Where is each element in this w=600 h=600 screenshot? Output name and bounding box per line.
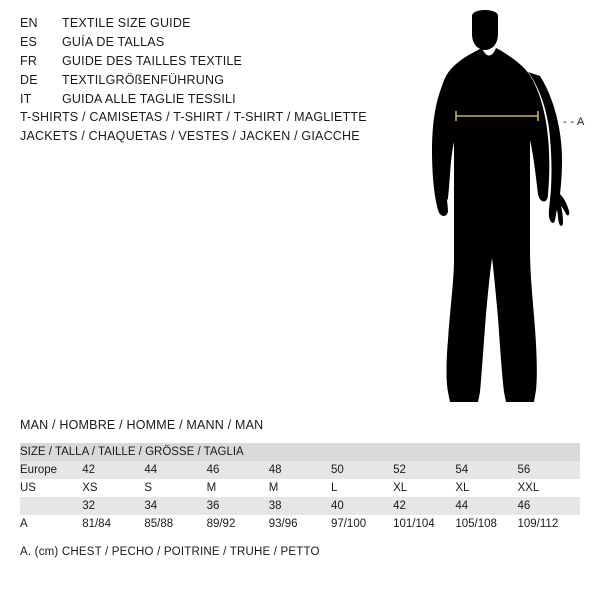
table-row <box>20 461 580 479</box>
table-footnote: A. (cm) CHEST / PECHO / POITRINE / TRUHE / PETTO <box>20 546 320 558</box>
cell-numeric-5: 42 <box>393 497 455 515</box>
cell-us-3: M <box>269 479 331 497</box>
cell-a-4: 97/100 <box>331 515 393 533</box>
cell-europe-7: 56 <box>518 461 581 479</box>
language-code-de: DE <box>20 73 38 87</box>
cell-numeric-3: 38 <box>269 497 331 515</box>
cell-us-1: S <box>144 479 206 497</box>
table-header-row <box>20 443 580 461</box>
cell-europe-2: 46 <box>207 461 269 479</box>
table-row <box>20 479 580 497</box>
male-silhouette-icon <box>400 10 600 410</box>
cell-europe-1: 44 <box>144 461 206 479</box>
language-row-it <box>20 92 380 111</box>
cell-us-2: M <box>207 479 269 497</box>
cell-numeric-1: 34 <box>144 497 206 515</box>
cell-us-7: XXL <box>518 479 581 497</box>
language-title-en: TEXTILE SIZE GUIDE <box>62 16 191 30</box>
cell-europe-0: 42 <box>82 461 144 479</box>
table-row <box>20 497 580 515</box>
table-header-label: SIZE / TALLA / TAILLE / GRÖSSE / TAGLIA <box>20 443 580 461</box>
cell-numeric-2: 36 <box>207 497 269 515</box>
language-header-block <box>20 16 380 111</box>
cell-europe-5: 52 <box>393 461 455 479</box>
cell-numeric-6: 44 <box>455 497 517 515</box>
category-line-tshirts: T-SHIRTS / CAMISETAS / T-SHIRT / T-SHIRT / MAGLIETTE <box>20 110 367 124</box>
cell-a-7: 109/112 <box>518 515 581 533</box>
category-line-jackets: JACKETS / CHAQUETAS / VESTES / JACKEN / GIACCHE <box>20 129 360 143</box>
row-label-a: A <box>20 515 82 533</box>
cell-us-6: XL <box>455 479 517 497</box>
language-row-de <box>20 73 380 92</box>
cell-us-0: XS <box>82 479 144 497</box>
table-title-man: MAN / HOMBRE / HOMME / MANN / MAN <box>20 418 264 432</box>
cell-europe-6: 54 <box>455 461 517 479</box>
language-title-fr: GUIDE DES TAILLES TEXTILE <box>62 54 243 68</box>
body-figure <box>400 10 600 410</box>
cell-numeric-7: 46 <box>518 497 581 515</box>
cell-a-6: 105/108 <box>455 515 517 533</box>
language-row-es <box>20 35 380 54</box>
cell-a-3: 93/96 <box>269 515 331 533</box>
cell-a-0: 81/84 <box>82 515 144 533</box>
row-label-europe: Europe <box>20 461 82 479</box>
language-code-en: EN <box>20 16 38 30</box>
language-title-de: TEXTILGRÖßENFÜHRUNG <box>62 73 225 87</box>
language-code-es: ES <box>20 35 38 49</box>
language-title-it: GUIDA ALLE TAGLIE TESSILI <box>62 92 236 106</box>
cell-numeric-4: 40 <box>331 497 393 515</box>
language-code-fr: FR <box>20 54 38 68</box>
measure-marker-a: - - A <box>563 116 585 128</box>
table-row <box>20 515 580 533</box>
cell-a-5: 101/104 <box>393 515 455 533</box>
cell-a-1: 85/88 <box>144 515 206 533</box>
cell-us-4: L <box>331 479 393 497</box>
row-label-numeric <box>20 497 82 515</box>
language-code-it: IT <box>20 92 32 106</box>
category-block <box>20 110 420 148</box>
cell-a-2: 89/92 <box>207 515 269 533</box>
cell-numeric-0: 32 <box>82 497 144 515</box>
cell-us-5: XL <box>393 479 455 497</box>
row-label-us: US <box>20 479 82 497</box>
cell-europe-3: 48 <box>269 461 331 479</box>
size-table <box>20 443 580 533</box>
language-row-en <box>20 16 380 35</box>
language-title-es: GUÍA DE TALLAS <box>62 35 165 49</box>
cell-europe-4: 50 <box>331 461 393 479</box>
language-row-fr <box>20 54 380 73</box>
